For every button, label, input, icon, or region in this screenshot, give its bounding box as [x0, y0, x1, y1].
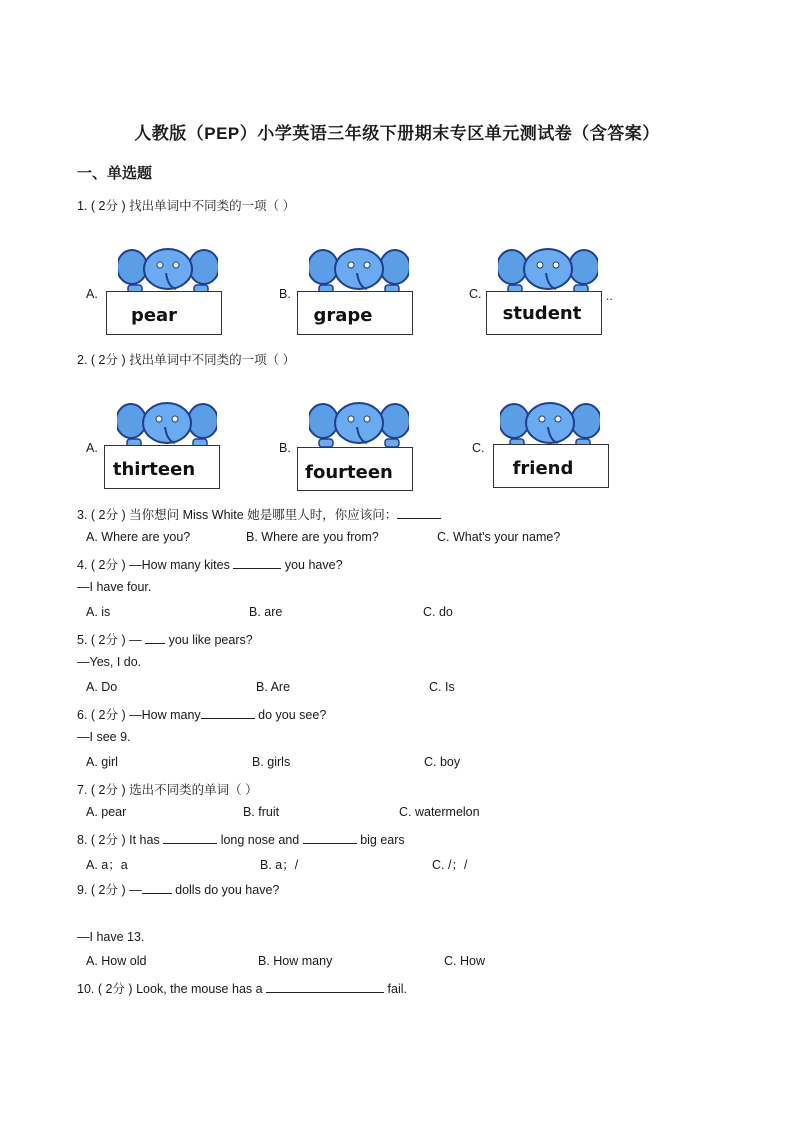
elephant-icon	[309, 401, 409, 449]
card-word: friend	[512, 458, 574, 479]
card-word: pear	[130, 305, 178, 326]
page-title: 人教版（PEP）小学英语三年级下册期末专区单元测试卷（含答案）	[134, 124, 660, 143]
option-c: C. /；/	[432, 858, 468, 872]
answer-blank	[145, 631, 165, 644]
option-letter: C.	[472, 441, 485, 455]
elephant-icon	[500, 401, 600, 449]
answer-blank	[397, 506, 441, 519]
option-c: C. watermelon	[399, 805, 480, 819]
answer-blank	[163, 831, 217, 844]
question-9: 9. ( 2分 ) — dolls do you have?	[77, 883, 280, 897]
option-c: C. Is	[429, 680, 455, 694]
option-c: C. What's your name?	[437, 530, 561, 544]
dialog-reply: —I have 13.	[77, 930, 145, 944]
question-10: 10. ( 2分 ) Look, the mouse has a fail.	[77, 982, 407, 996]
question-3: 3. ( 2分 ) 当你想问 Miss White 她是哪里人时，你应该问：	[77, 505, 441, 523]
word-card	[493, 444, 609, 500]
question-4: 4. ( 2分 ) —How many kites you have?	[77, 558, 343, 572]
option-c: C. boy	[424, 755, 461, 769]
option-letter: B.	[279, 441, 291, 455]
option-letter: C.	[469, 287, 482, 301]
option-letter: B.	[279, 287, 291, 301]
option-a: A. pear	[86, 805, 127, 819]
elephant-icon	[309, 247, 409, 295]
card-word: thirteen	[112, 459, 196, 480]
option-b: B. How many	[258, 954, 333, 968]
option-a: A. a；a	[86, 858, 128, 872]
option-b: B. girls	[252, 755, 291, 769]
option-c: C. do	[423, 605, 453, 619]
word-card	[297, 291, 413, 347]
question-5: 5. ( 2分 ) — you like pears?	[77, 633, 253, 647]
option-b: B. fruit	[243, 805, 280, 819]
answer-blank	[201, 706, 255, 719]
option-b: B. Are	[256, 680, 291, 694]
option-a: A. girl	[86, 755, 118, 769]
option-b: B. a；/	[260, 858, 299, 872]
question-6: 6. ( 2分 ) —How many do you see?	[77, 708, 327, 722]
question-1: 1. ( 2分 ) 找出单词中不同类的一项（ ）	[77, 199, 296, 213]
trailing-dots: ..	[606, 289, 613, 303]
dialog-reply: —I have four.	[77, 580, 152, 594]
section-heading: 一、单选题	[77, 165, 153, 182]
question-7: 7. ( 2分 ) 选出不同类的单词（ ）	[77, 783, 258, 797]
question-8: 8. ( 2分 ) It has long nose and big ears	[77, 833, 405, 847]
option-a: A. How old	[86, 954, 147, 968]
option-a: A. Do	[86, 680, 118, 694]
option-letter: A.	[86, 287, 98, 301]
elephant-icon	[117, 401, 217, 449]
card-word: fourteen	[305, 462, 393, 483]
dialog-reply: —Yes, I do.	[77, 655, 142, 669]
word-card	[486, 291, 602, 347]
answer-blank	[142, 881, 172, 894]
option-letter: A.	[86, 441, 98, 455]
option-b: B. are	[249, 605, 283, 619]
answer-blank	[266, 980, 384, 993]
option-b: B. Where are you from?	[246, 530, 379, 544]
card-word: student	[502, 303, 582, 324]
answer-blank	[303, 831, 357, 844]
card-word: grape	[313, 305, 373, 326]
dialog-reply: —I see 9.	[77, 730, 131, 744]
word-card	[104, 445, 220, 501]
elephant-icon	[498, 247, 598, 295]
word-card	[297, 447, 413, 503]
option-a: A. is	[86, 605, 111, 619]
elephant-icon	[118, 247, 218, 295]
option-c: C. How	[444, 954, 485, 968]
word-card	[106, 291, 222, 347]
option-a: A. Where are you?	[86, 530, 191, 544]
answer-blank	[233, 556, 281, 569]
question-2: 2. ( 2分 ) 找出单词中不同类的一项（ ）	[77, 353, 296, 367]
